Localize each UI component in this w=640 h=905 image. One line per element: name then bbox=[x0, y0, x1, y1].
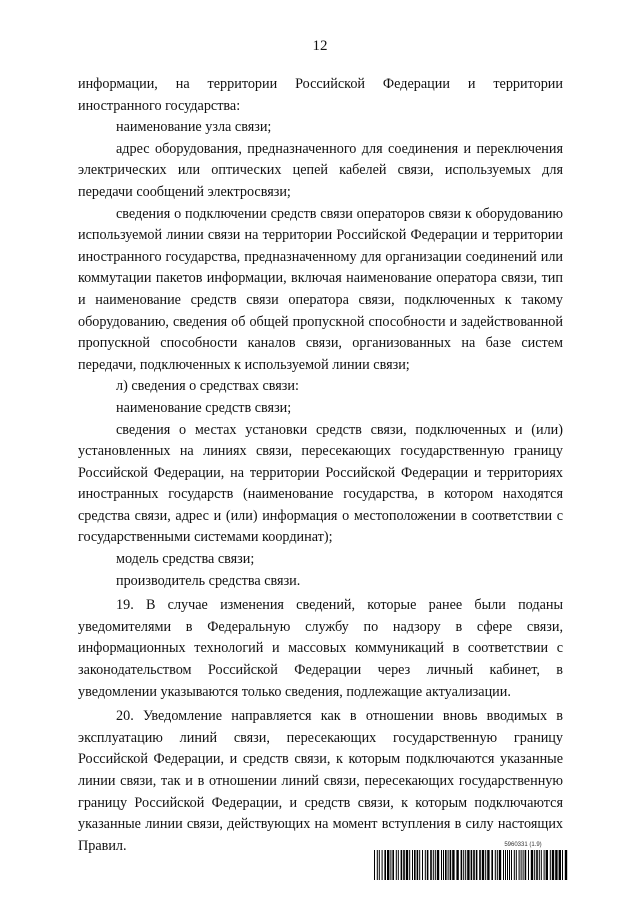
barcode-icon bbox=[374, 850, 569, 880]
paragraph: адрес оборудования, предназначенного для соединения и переключения электрических или оптических цепей кабелей связи, используемых для передачи сообщений электросвязи; bbox=[78, 140, 563, 200]
paragraph: наименование узла связи; bbox=[116, 119, 272, 136]
paragraph: производитель средства связи. bbox=[116, 572, 301, 589]
paragraph: 20. Уведомление направляется как в отношении вновь вводимых в эксплуатацию линий связи, пересекающих государственную границу Российской Федерации, и средств связи, к которым подключаются указанные линии связи, так и в отношении линий связи, пересекающих государственную границу Российской Федерации, и средств связи, к которым подключаются указанные линии связи, действующих на момент вступления в силу настоящих Правил. bbox=[78, 708, 563, 854]
paragraph: сведения о местах установки средств связи, подключенных и (или) установленных на линиях связи, пересекающих государственную границу Российской Федерации, на территории Российской Федерации и территориях иностранных государств (наименование государства, в котором находятся средства связи, адрес и (или) информация о местоположении в соответствии с государственными системами координат); bbox=[78, 421, 563, 546]
page-number: 12 bbox=[312, 38, 328, 54]
paragraph: сведения о подключении средств связи операторов связи к оборудованию используемой линии связи на территории Российской Федерации и территории иностранного государства, предназначенному для организации соединений или коммутации пакетов информации, включая наименование оператора связи, тип и наименование средств связи оператора связи, подключенных к такому оборудованию, сведения об общей пропускной способности и задействованной пропускной способности каналов связи, организованных на базе систем передачи, подключенных к используемой линии связи; bbox=[78, 205, 563, 373]
document-body bbox=[78, 74, 563, 857]
paragraph: наименование средств связи; bbox=[116, 399, 292, 416]
paragraph: 19. В случае изменения сведений, которые ранее были поданы уведомителями в Федеральную службу по надзору в сфере связи, информационных технологий и массовых коммуникаций в соответствии с законодательством Российской Федерации через личный кабинет, в уведомлении указываются только сведения, подлежащие актуализации. bbox=[78, 597, 563, 700]
barcode-id: 5960331 (1.9) bbox=[504, 842, 542, 848]
paragraph: модель средства связи; bbox=[116, 551, 255, 568]
paragraph: л) сведения о средствах связи: bbox=[116, 378, 299, 395]
paragraph: информации, на территории Российской Федерации и территории иностранного государства: bbox=[78, 76, 563, 114]
